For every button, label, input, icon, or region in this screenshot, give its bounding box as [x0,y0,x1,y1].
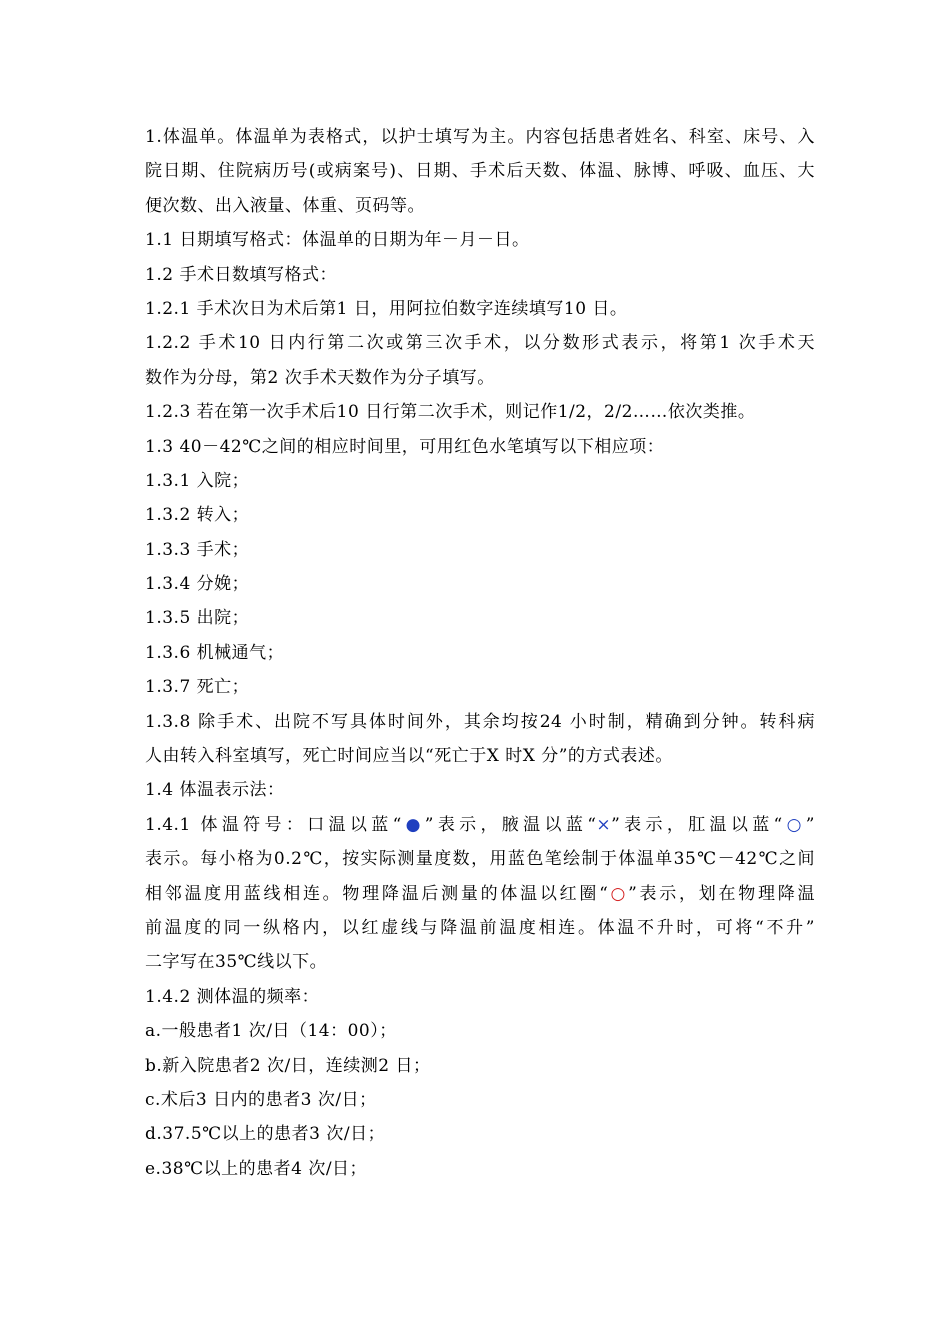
text-line: 1.4 体温表示法： [145,780,285,801]
axillary-temp-cross-symbol: × [596,814,612,835]
text-line: 1.3.8 除手术、出院不写具体时间外，其余均按24 小时制，精确到分钟。转科病 [145,711,815,732]
text-line: 便次数、出入液量、体重、页码等。 [145,195,425,216]
rectal-temp-circle-symbol: ○ [782,814,806,835]
text-line: 1.4.2 测体温的频率： [145,986,320,1007]
text-line: 前温度的同一纵格内，以红虚线与降温前温度相连。体温不升时，可将“不升” [145,917,815,938]
text-line: a.一般患者1 次/日（14：00）； [145,1021,397,1042]
text-line: b.新入院患者2 次/日，连续测2 日； [145,1055,431,1076]
text-segment: ”表示，腋温以蓝“ [424,814,597,835]
text-line: 1.3 40－42℃之间的相应时间里，可用红色水笔填写以下相应项： [145,436,665,457]
text-line: 1.2.3 若在第一次手术后10 日行第二次手术，则记作1/2，2/2……依次类推。 [145,402,756,423]
text-segment: ”表示，肛温以蓝“ [611,814,783,835]
text-line-temperature-symbols [145,808,815,842]
text-segment: ”表示，划在物理降温 [628,883,815,904]
text-line: 1.1 日期填写格式：体温单的日期为年－月－日。 [145,230,530,251]
text-line: 1.3.7 死亡； [145,677,250,698]
text-line: 1.体温单。体温单为表格式，以护士填写为主。内容包括患者姓名、科室、床号、入 [145,127,815,147]
text-line: 数作为分母，第2 次手术天数作为分子填写。 [145,367,495,388]
text-line: 1.3.3 手术； [145,539,250,560]
text-line: d.37.5℃以上的患者3 次/日； [145,1124,386,1145]
text-segment: ” [805,814,815,835]
text-line: 1.2.2 手术10 日内行第二次或第三次手术，以分数形式表示，将第1 次手术天 [145,333,815,354]
text-line: 1.2.1 手术次日为术后第1 日，用阿拉伯数字连续填写10 日。 [145,298,628,319]
text-line: 1.3.5 出院； [145,608,250,629]
text-line: 院日期、住院病历号(或病案号)、日期、手术后天数、体温、脉博、呼吸、血压、大 [145,161,815,182]
text-line: e.38℃以上的患者4 次/日； [145,1158,368,1179]
text-segment: 相邻温度用蓝线相连。物理降温后测量的体温以红圈“ [145,883,609,904]
text-line: 二字写在35℃线以下。 [145,952,328,973]
cooled-temp-red-circle-symbol: ○ [608,883,629,904]
text-segment: 1.4.1 体温符号：口温以蓝“ [145,814,402,835]
oral-temp-dot-symbol: ● [401,814,425,835]
text-line: 表示。每小格为0.2℃，按实际测量度数，用蓝色笔绘制于体温单35℃－42℃之间 [145,849,815,870]
text-line: 1.3.4 分娩； [145,574,250,595]
text-line-cooling-symbol [145,877,815,911]
text-line: 1.3.6 机械通气； [145,642,285,663]
document-body [145,120,815,1186]
text-line: 1.3.1 入院； [145,470,250,491]
text-line: 1.3.2 转入； [145,505,250,526]
text-line: 1.2 手术日数填写格式： [145,264,337,285]
text-line: 人由转入科室填写，死亡时间应当以“死亡于X 时X 分”的方式表述。 [145,746,673,767]
text-line: c.术后3 日内的患者3 次/日； [145,1089,377,1110]
